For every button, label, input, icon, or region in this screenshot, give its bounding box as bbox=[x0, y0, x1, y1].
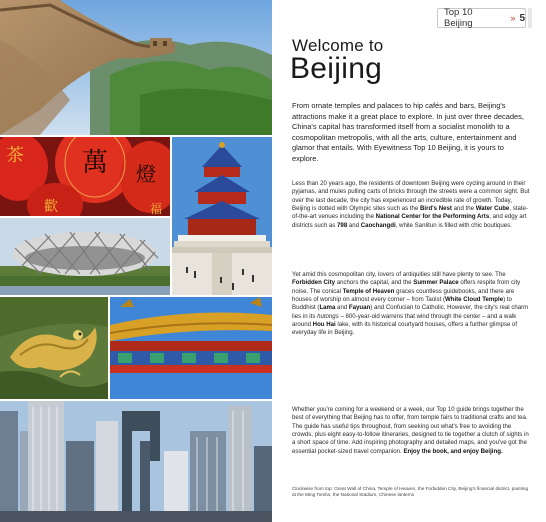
photo-caption: Clockwise from top: Great Wall of China, Temple of Heaven, the Forbidden City, Beijing's financial district, painting at the Ming Tombs, the National Stadium, Chinese lanterns bbox=[292, 486, 529, 498]
p2-run: Temple of Heaven bbox=[342, 287, 395, 295]
p2-run: Summer Palace bbox=[413, 279, 459, 287]
p2-run: and bbox=[335, 304, 349, 312]
p2-run: hutongs bbox=[317, 312, 339, 320]
lantern-glyph-4: 歡 bbox=[44, 199, 58, 215]
p2-run: Fayuan bbox=[348, 304, 371, 312]
p2-run: ) to Buddhist ( bbox=[292, 296, 512, 312]
p2-run: lake, with its historical courtyard houses, offers a further glimpse of everyday life in Beijing. bbox=[292, 321, 518, 337]
p2-run: White Cloud Temple bbox=[444, 296, 504, 304]
p1-run: National Center for the Performing Arts bbox=[375, 213, 490, 221]
p2-run: offers respite from city noise. The conical bbox=[292, 279, 521, 295]
page-number: 5 bbox=[519, 12, 525, 24]
photo-financial-district bbox=[0, 401, 272, 522]
p1-run: Caochangdi bbox=[360, 221, 396, 229]
p1-run: and bbox=[347, 221, 361, 229]
chevron-right-icon: » bbox=[510, 13, 516, 23]
lantern-glyph-2: 萬 bbox=[82, 148, 109, 178]
page-edge-rule bbox=[528, 8, 532, 28]
photo-forbidden-city bbox=[110, 297, 272, 399]
photo-ming-tombs-painting bbox=[0, 297, 108, 399]
page-subtitle: Welcome to bbox=[292, 36, 384, 55]
body-paragraph-1 bbox=[292, 180, 530, 230]
lantern-glyph-1: 茶 bbox=[6, 145, 24, 166]
p1-run: and the bbox=[451, 205, 476, 213]
page-title: Beijing bbox=[290, 52, 383, 85]
p2-run: Forbidden City bbox=[292, 279, 335, 287]
photo-collage bbox=[0, 0, 272, 522]
p1-run: , while Sanlitun is filled with chic boutiques. bbox=[395, 221, 512, 229]
p1-run: 798 bbox=[337, 221, 348, 229]
p2-run: Yet amid this cosmopolitan city, lovers of antiquities still have plenty to see. The bbox=[292, 271, 506, 278]
p1-run: , and edgy art districts such as bbox=[292, 213, 527, 229]
body-paragraph-2 bbox=[292, 271, 530, 338]
p3-run: Enjoy the book, and enjoy Beijing. bbox=[403, 447, 503, 455]
lantern-glyph-5: 福 bbox=[150, 202, 163, 216]
p3-run: Whether you're coming for a weekend or a week, our Top 10 guide brings together the best of everything that Beijing has to offer, from temple fairs to traditional crafts and tea. The guide has useful tips throughout, from seeking out what's free to avoiding the crowds, plus eight easy-to-follow itineraries, designed to tie together a clutch of sights in a short space of time. Add inspiring photography and detailed maps, and you've got the essential pocket-sized travel companion. bbox=[292, 406, 529, 455]
body-paragraph-3 bbox=[292, 406, 530, 456]
p2-run: anchors the capital, and the bbox=[335, 279, 414, 287]
p2-run: Lama bbox=[319, 304, 336, 312]
p2-run: graces countless guidebooks, and there are houses of worship on almost every corner – from Taoist ( bbox=[292, 287, 515, 304]
section-title: Top 10 Beijing bbox=[444, 7, 473, 29]
lantern-glyph-3: 燈 bbox=[136, 162, 156, 186]
photo-temple-of-heaven bbox=[172, 137, 272, 295]
p1-run: Water Cube bbox=[475, 205, 510, 213]
p1-run: Less than 20 years ago, the residents of downtown Beijing were cycling around in their pyjamas, and mules pulling carts of bricks through the streets were a common sight. But over the last decade, the city has experienced an incredible rate of growth. Today, Beijing is dotted with Olympic sites such as the bbox=[292, 180, 530, 213]
p1-run: , state-of-the-art venues including the bbox=[292, 205, 528, 221]
p2-run: ) and Confucian to Catholic. However, the city's real charm lies in its bbox=[292, 304, 529, 320]
photo-chinese-lanterns bbox=[0, 137, 170, 216]
p2-run: Hou Hai bbox=[312, 321, 336, 329]
intro-paragraph: From ornate temples and palaces to hip cafés and bars, Beijing's attractions make it a great place to explore. In just over three decades, China's capital has transformed itself from a socialist monolith to a cosmopolitan metropolis, with all the arts, culture, entertainment and glamor that entails. With Eyewitness Top 10 Beijing, it is yours to explore. bbox=[292, 101, 524, 163]
photo-great-wall bbox=[0, 0, 272, 135]
p1-run: Bird's Nest bbox=[420, 205, 452, 213]
section-header-tab bbox=[437, 8, 526, 28]
photo-national-stadium bbox=[0, 218, 170, 295]
p2-run: – 800-year-old warrens that wind through the center – and a walk around bbox=[292, 312, 517, 329]
